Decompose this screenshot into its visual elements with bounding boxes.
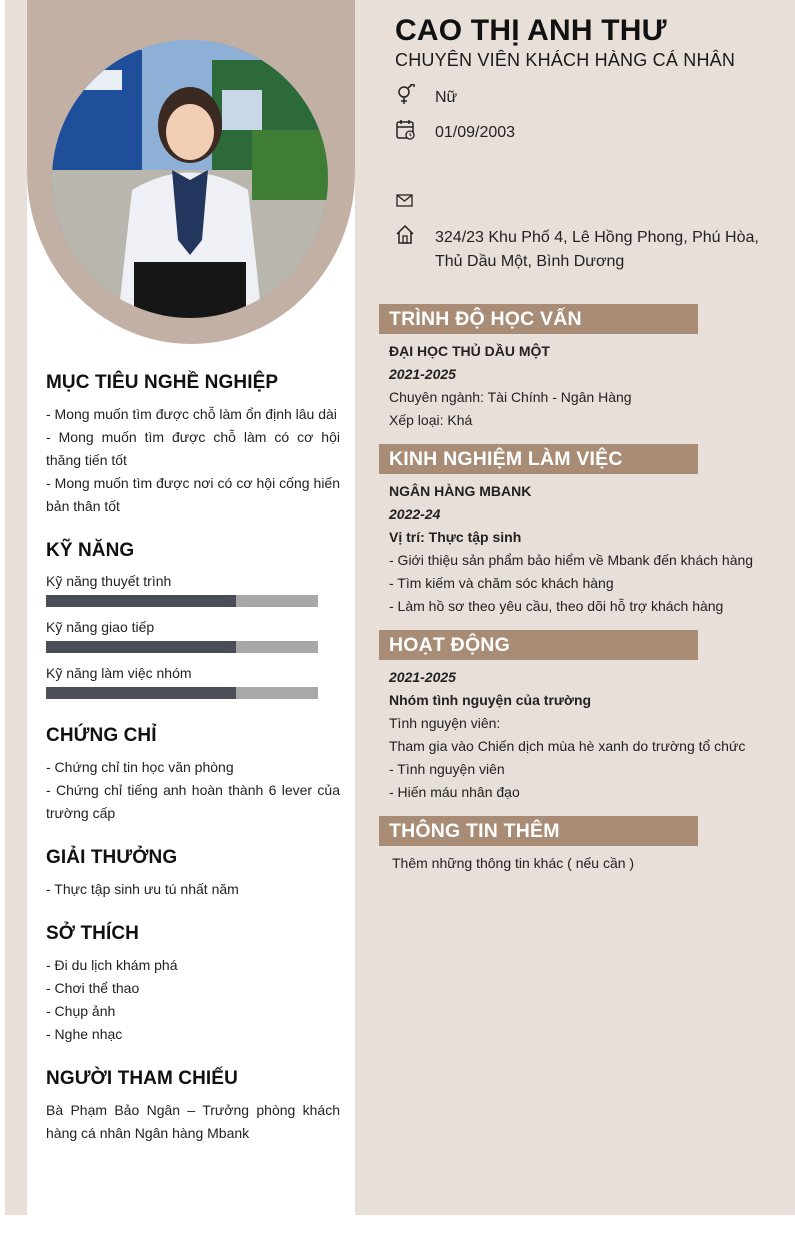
- extra-text: Thêm những thông tin khác ( nếu cần ): [392, 855, 635, 871]
- profile-photo: [52, 40, 328, 318]
- hobby-line: - Chụp ảnh: [46, 1003, 116, 1019]
- skill-bar: [46, 687, 318, 699]
- birthdate-value: 01/09/2003: [435, 124, 516, 141]
- header: [395, 14, 775, 71]
- experience-position: Vị trí: Thực tập sinh: [389, 529, 522, 545]
- activities-section: [379, 630, 759, 804]
- skill-item: [46, 571, 340, 607]
- objective-line: - Mong muốn tìm được chỗ làm có cơ hội thăng tiến tốt: [46, 429, 340, 468]
- gender-icon: [395, 84, 423, 106]
- hobby-line: - Đi du lịch khám phá: [46, 957, 178, 973]
- experience-section: [379, 444, 759, 618]
- activities-line: Tình nguyện viên:: [389, 715, 501, 731]
- objective-heading: MỤC TIÊU NGHỀ NGHIỆP: [46, 372, 279, 393]
- skill-bar: [46, 641, 318, 653]
- extra-section: [379, 816, 759, 875]
- experience-line: - Làm hồ sơ theo yêu cầu, theo dõi hỗ trợ khách hàng: [389, 598, 724, 614]
- education-heading: TRÌNH ĐỘ HỌC VẤN: [379, 304, 698, 334]
- birthdate-row: [395, 121, 765, 145]
- address-value: [435, 226, 759, 274]
- award-line: - Thực tập sinh ưu tú nhất năm: [46, 881, 239, 897]
- full-name: CAO THỊ ANH THƯ: [395, 14, 667, 47]
- calendar-icon: [395, 119, 423, 141]
- education-grade: Xếp loại: Khá: [389, 412, 473, 428]
- gender-value: Nữ: [435, 89, 458, 106]
- skill-label: Kỹ năng làm việc nhóm: [46, 665, 192, 681]
- gender-row: [395, 86, 765, 110]
- extra-heading: THÔNG TIN THÊM: [379, 816, 698, 846]
- skill-bar-fill: [46, 687, 236, 699]
- email-row: [395, 192, 765, 212]
- hobbies-heading: SỞ THÍCH: [46, 923, 140, 944]
- address-line: 324/23 Khu Phố 4, Lê Hồng Phong, Phú Hòa,: [435, 229, 759, 246]
- email-icon: [395, 190, 423, 212]
- job-title: CHUYÊN VIÊN KHÁCH HÀNG CÁ NHÂN: [395, 50, 736, 70]
- reference-text: Bà Phạm Bảo Ngân – Trưởng phòng khách hàng cá nhân Ngân hàng Mbank: [46, 1102, 340, 1141]
- activities-org: Nhóm tình nguyện của trường: [389, 692, 592, 708]
- experience-heading: KINH NGHIỆM LÀM VIỆC: [379, 444, 698, 474]
- school-name: ĐẠI HỌC THỦ DẦU MỘT: [389, 343, 550, 359]
- awards-section: [46, 847, 340, 901]
- certificate-line: - Chứng chỉ tiếng anh hoàn thành 6 lever của trường cấp: [46, 782, 340, 821]
- hobbies-section: [46, 923, 340, 1046]
- awards-heading: GIẢI THƯỞNG: [46, 847, 178, 868]
- references-section: [46, 1068, 340, 1145]
- activities-line: Tham gia vào Chiến dịch mùa hè xanh do trường tổ chức: [389, 738, 746, 754]
- address-line: Thủ Dầu Một, Bình Dương: [435, 253, 625, 270]
- profile-photo-illustration: [52, 40, 328, 318]
- education-major: Chuyên ngành: Tài Chính - Ngân Hàng: [389, 389, 632, 405]
- activities-line: - Hiến máu nhân đạo: [389, 784, 520, 800]
- certificate-line: - Chứng chỉ tin học văn phòng: [46, 759, 234, 775]
- skills-section: [46, 540, 340, 709]
- skills-heading: KỸ NĂNG: [46, 540, 135, 561]
- experience-period: 2022-24: [389, 506, 441, 522]
- skill-bar-fill: [46, 641, 236, 653]
- activities-line: - Tình nguyện viên: [389, 761, 505, 777]
- hobby-line: - Chơi thể thao: [46, 980, 140, 996]
- certificates-section: [46, 725, 340, 825]
- left-column: [27, 0, 355, 1215]
- company-name: NGÂN HÀNG MBANK: [389, 483, 532, 499]
- home-icon: [395, 224, 423, 246]
- objective-section: [46, 372, 340, 518]
- experience-line: - Giới thiệu sản phẩm bảo hiểm về Mbank đến khách hàng: [389, 552, 754, 568]
- objective-line: - Mong muốn tìm được nơi có cơ hội cống hiến bản thân tốt: [46, 475, 340, 514]
- skill-item: [46, 617, 340, 653]
- skill-label: Kỹ năng thuyết trình: [46, 573, 172, 589]
- skill-label: Kỹ năng giao tiếp: [46, 619, 155, 635]
- education-period: 2021-2025: [389, 366, 456, 382]
- education-section: [379, 304, 759, 432]
- skill-bar: [46, 595, 318, 607]
- skill-item: [46, 663, 340, 699]
- hobby-line: - Nghe nhạc: [46, 1026, 123, 1042]
- activities-period: 2021-2025: [389, 669, 456, 685]
- address-row: [395, 226, 765, 274]
- experience-line: - Tìm kiếm và chăm sóc khách hàng: [389, 575, 614, 591]
- certificates-heading: CHỨNG CHỈ: [46, 725, 157, 746]
- skill-bar-fill: [46, 595, 236, 607]
- objective-line: - Mong muốn tìm được chỗ làm ổn định lâu dài: [46, 406, 337, 422]
- references-heading: NGƯỜI THAM CHIẾU: [46, 1068, 238, 1089]
- activities-heading: HOẠT ĐỘNG: [379, 630, 698, 660]
